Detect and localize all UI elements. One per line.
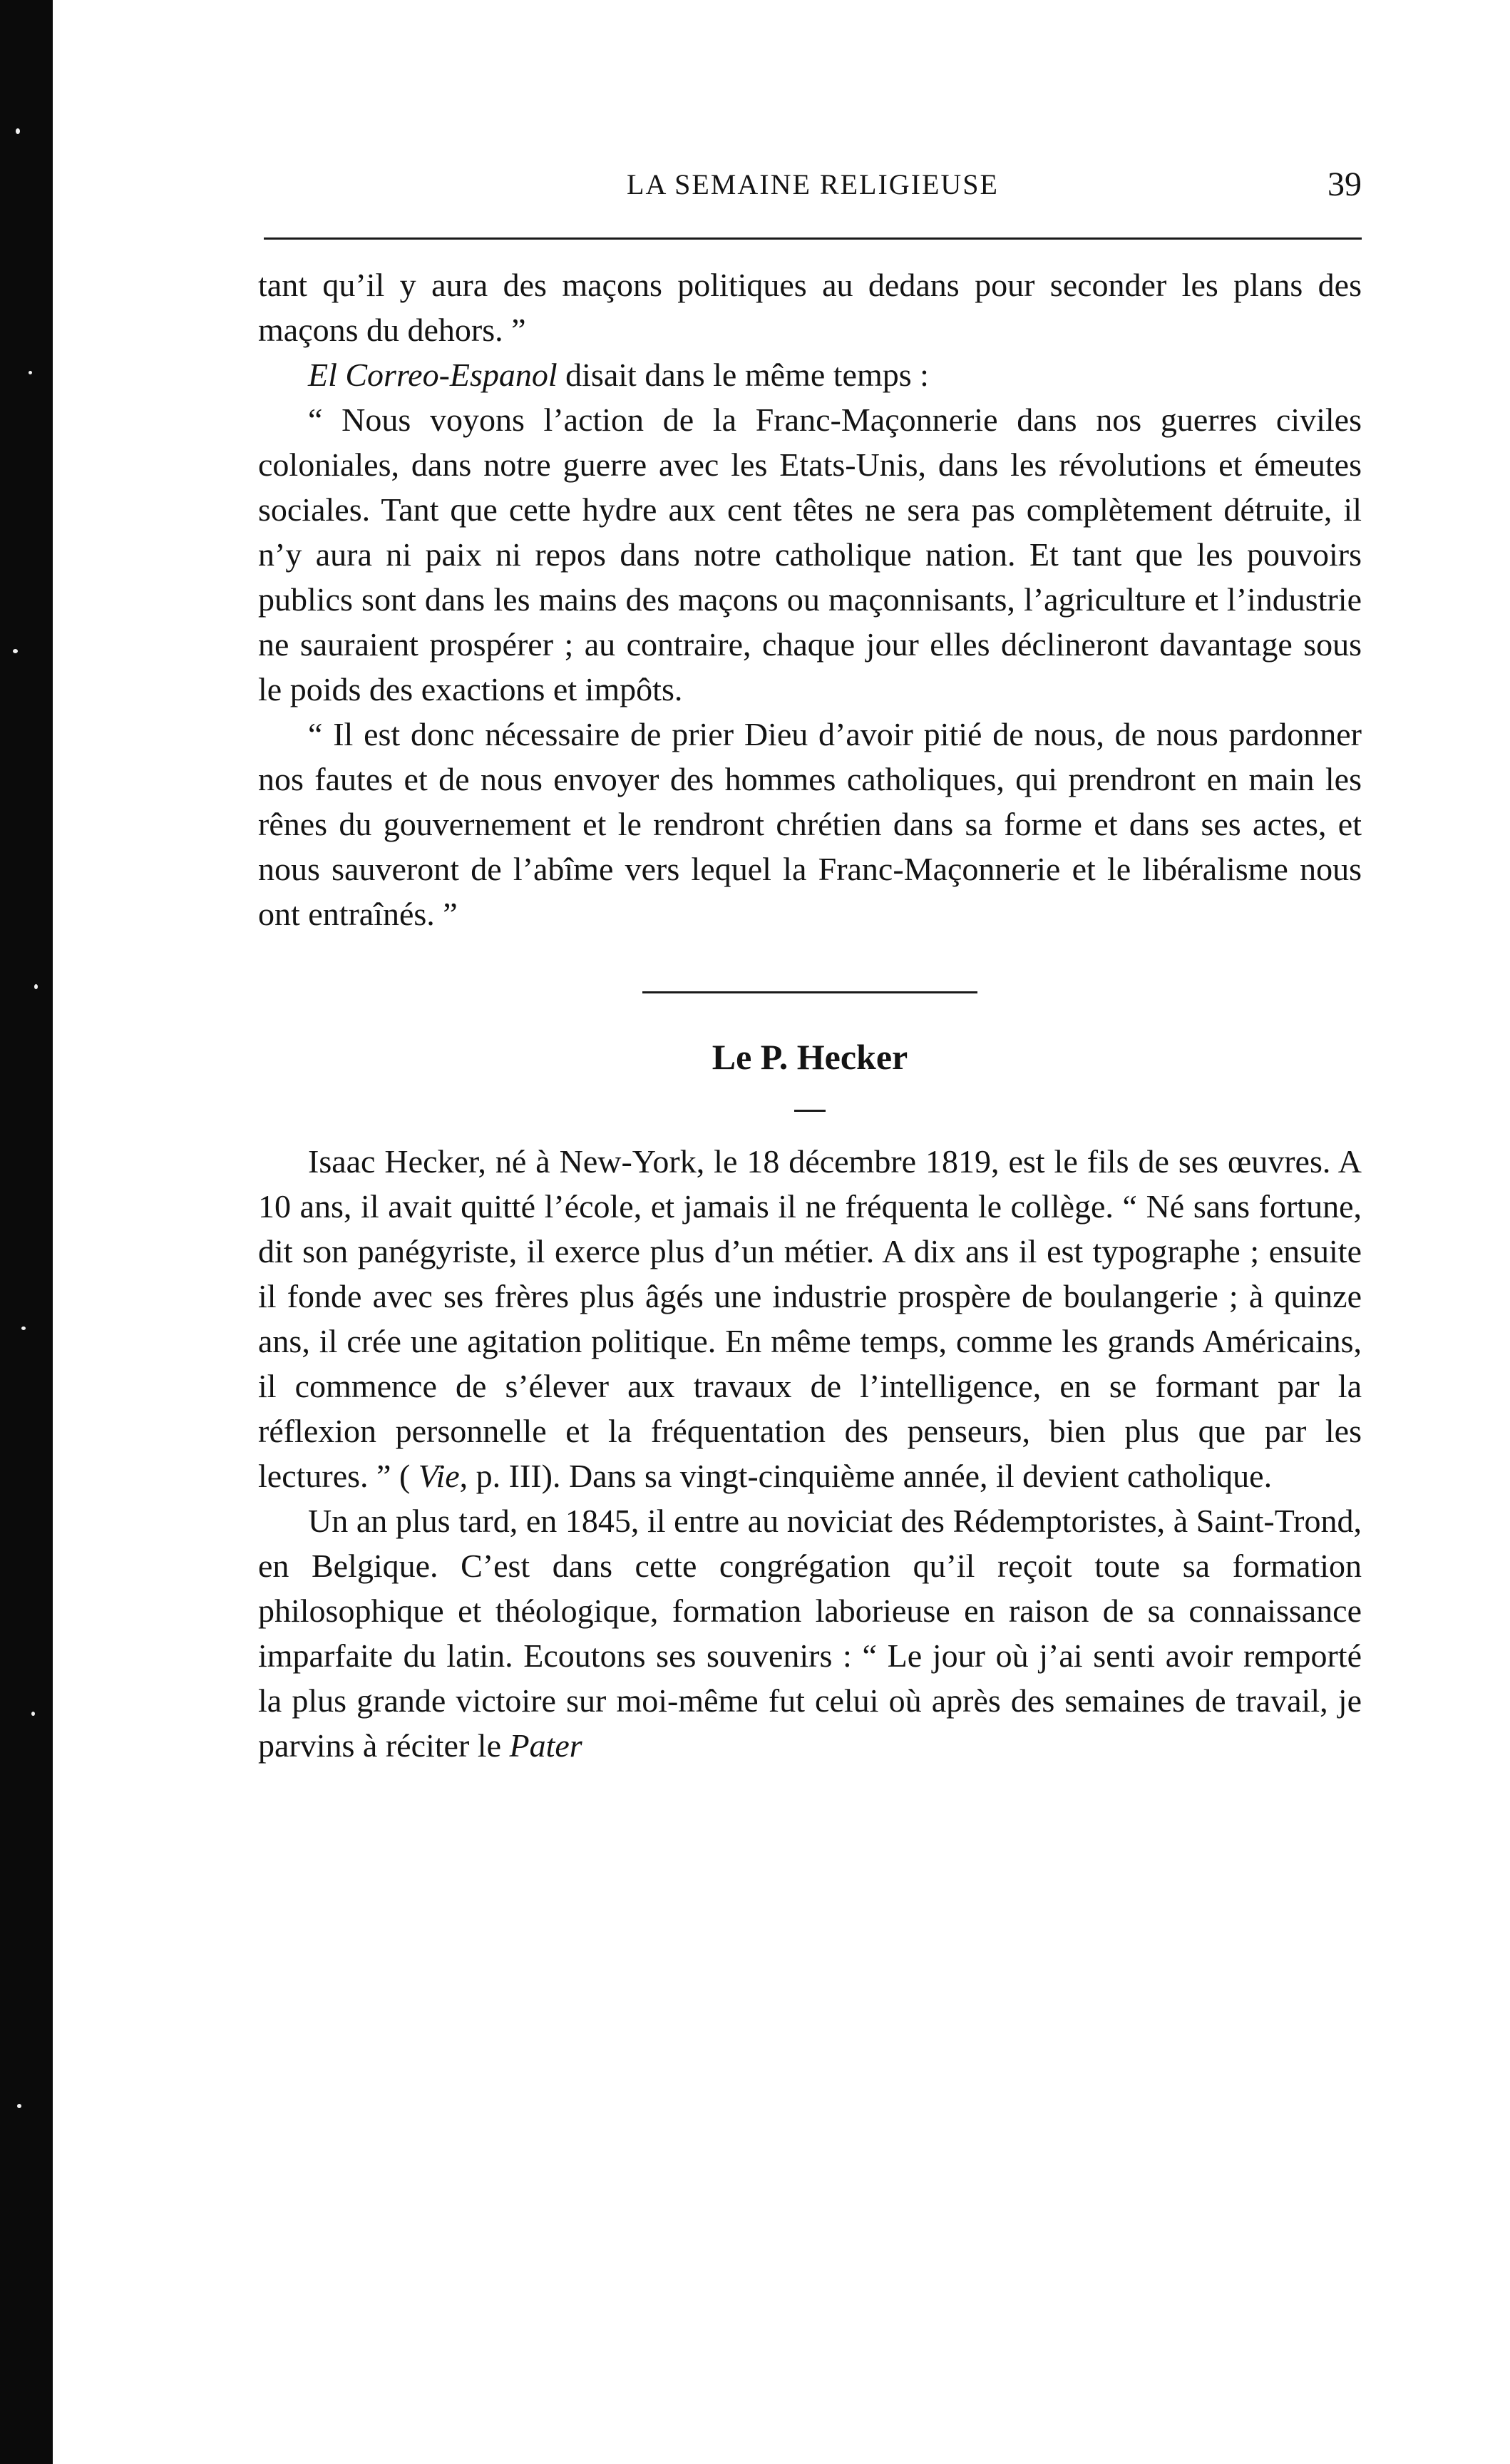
prayer-title: Pater [509,1727,582,1764]
running-title: LA SEMAINE RELIGIEUSE [627,168,999,200]
paragraph-text: , p. III). Dans sa vingt-cinquième année, il devient catholique. [459,1458,1273,1494]
paragraph [258,1139,1362,1498]
paragraph-text: Isaac Hecker, né à New-York, le 18 décembre 1819, est le fils de ses œuvres. A 10 ans, il avait quitté l’école, et jamais il ne fréquenta le collège. “ Né sans fortune, dit son panégyriste, il exerce plus d’un métier. A dix ans il est typographe ; ensuite il fonde avec ses frères plus âgés une industrie prospère de boulangerie ; à quinze ans, il crée une agitation politique. En même temps, comme les grands Américains, il commence de s’élever aux travaux de l’intelligence, en se formant par la réflexion personnelle et la fréquentation des penseurs, bien plus que par les lectures. ” ( [258,1143,1362,1494]
newspaper-title: El Correo-Espanol [308,357,558,393]
section-title: Le P. Hecker [712,1037,908,1077]
quote-paragraph: “ Il est donc nécessaire de prier Dieu d’avoir pitié de nous, de nous pardonner nos fautes et de nous envoyer des hommes catholiques, qui prendront en main les rênes du gouvernement et le rendront chrétien dans sa forme et dans ses actes, et nous sauveront de l’abîme vers lequel la Franc-Maçonnerie et le libéralisme nous ont entraînés. ” [258,716,1362,932]
paragraph: tant qu’il y aura des maçons politiques au dedans pour seconder les plans des maçons du dehors. ” [258,267,1362,348]
page-header [264,165,1362,218]
title-dash [794,1110,826,1112]
paragraph [258,352,1362,397]
paragraph-text: Un an plus tard, en 1845, il entre au noviciat des Rédemptoristes, à Saint-Trond, en Belgique. C’est dans cette congrégation qu’il reçoit toute sa formation philosophique et théologique, formation laborieuse en raison de sa connaissance imparfaite du latin. Ecoutons ses souvenirs : “ Le jour où j’ai senti avoir remporté la plus grande victoire sur moi-même fut celui où après des semaines de travail, je parvins à réciter le [258,1503,1362,1764]
quote-paragraph: “ Nous voyons l’action de la Franc-Maçonnerie dans nos guerres civiles coloniales, dans notre guerre avec les Etats-Unis, dans les révolutions et émeutes sociales. Tant que cette hydre aux cent têtes ne sera pas complètement détruite, il n’y aura ni paix ni repos dans notre catholique nation. Et tant que les pouvoirs publics sont dans les mains des maçons ou maçonnisants, l’agriculture et l’industrie ne sauraient prospérer ; au contraire, chaque jour elles déclineront davantage sous le poids des exactions et impôts. [258,402,1362,707]
page-body [258,262,1362,1768]
section-divider [642,991,977,993]
scan-binding-edge [0,0,53,2464]
header-rule [264,237,1362,240]
book-reference: Vie [418,1458,460,1494]
paragraph [258,1498,1362,1768]
page-number: 39 [1327,165,1362,203]
paragraph-text: disait dans le même temps : [557,357,929,393]
